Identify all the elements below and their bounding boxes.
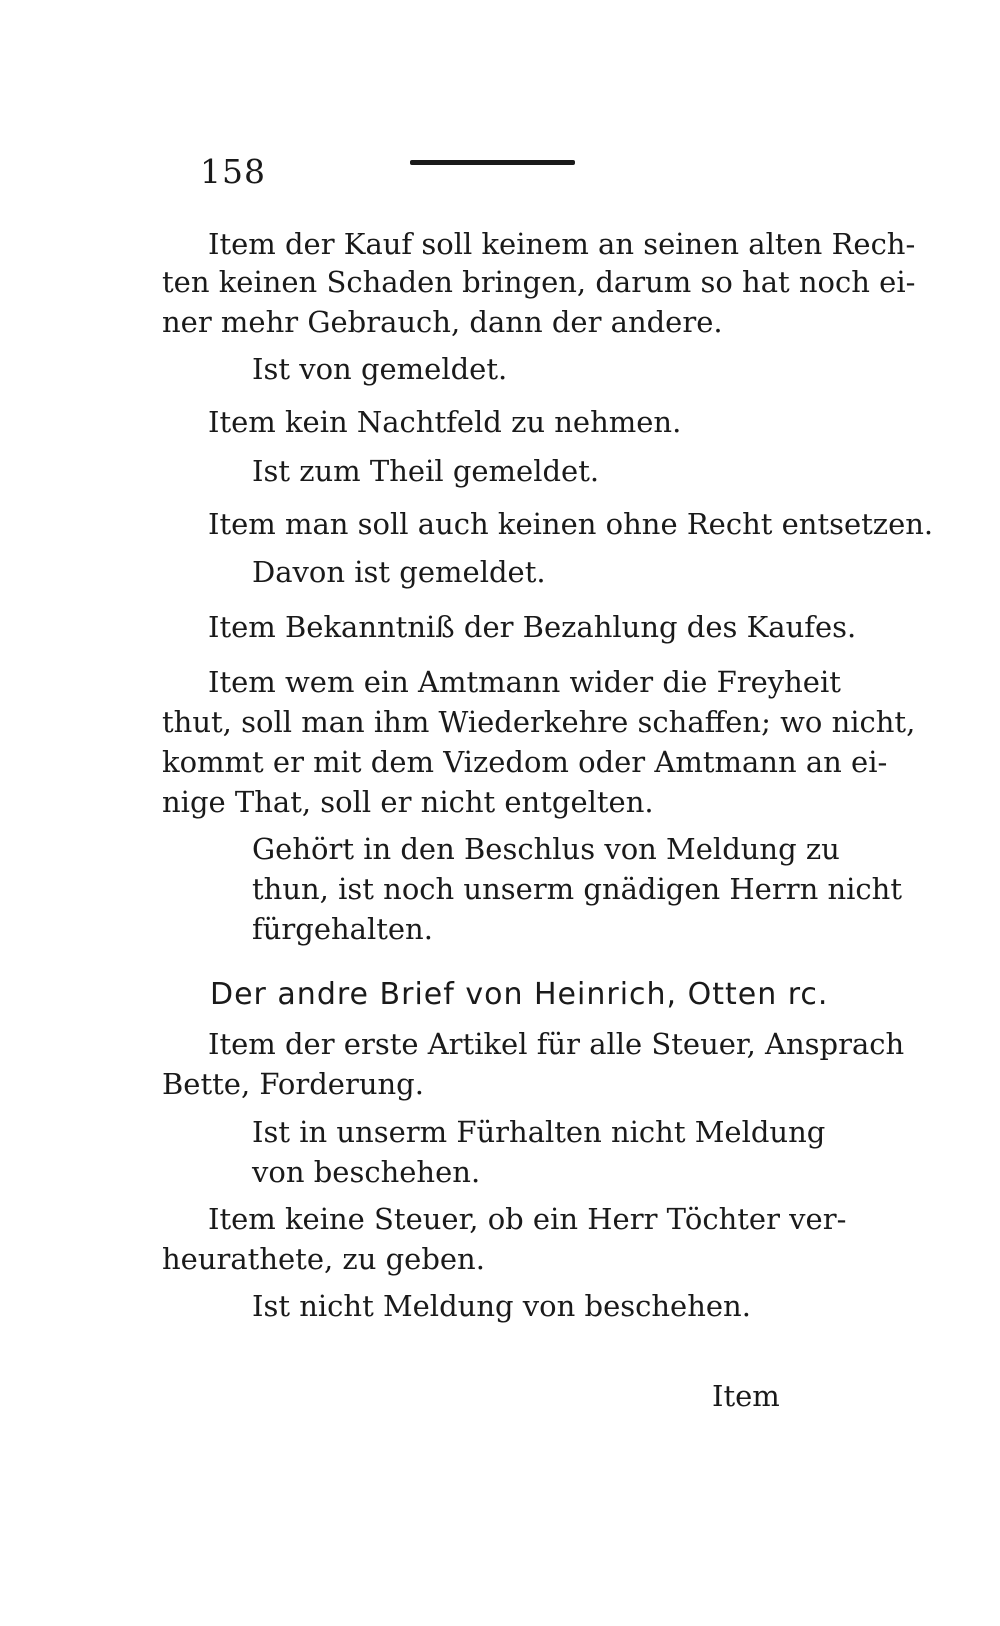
text-line: Item der erste Artikel für alle Steuer, Ansprach — [208, 1027, 905, 1061]
text-line: ten keinen Schaden bringen, darum so hat noch ei- — [162, 265, 916, 299]
text-line: von beschehen. — [252, 1155, 481, 1189]
text-line: thun, ist noch unserm gnädigen Herrn nicht — [252, 872, 902, 906]
text-line: kommt er mit dem Vizedom oder Amtmann an ei- — [162, 745, 888, 779]
text-line: heurathete, zu geben. — [162, 1242, 485, 1276]
text-line: Gehört in den Beschlus von Meldung zu — [252, 832, 840, 866]
section-heading: Der andre Brief von Heinrich, Otten rc. — [210, 977, 829, 1012]
text-line: Item keine Steuer, ob ein Herr Töchter ver- — [208, 1202, 847, 1236]
header-rule — [410, 160, 575, 165]
text-line: fürgehalten. — [252, 912, 433, 946]
text-line: thut, soll man ihm Wiederkehre schaffen; wo nicht, — [162, 705, 916, 739]
page-number: 158 — [200, 152, 266, 191]
text-line: Ist zum Theil gemeldet. — [252, 454, 600, 488]
text-line: Item man soll auch keinen ohne Recht entsetzen. — [208, 507, 934, 541]
text-line: nige That, soll er nicht entgelten. — [162, 785, 654, 819]
text-line: Ist in unserm Fürhalten nicht Meldung — [252, 1115, 826, 1149]
text-line: Bette, Forderung. — [162, 1067, 424, 1101]
text-line: Item der Kauf soll keinem an seinen alten Rech- — [208, 227, 916, 261]
text-line: Item kein Nachtfeld zu nehmen. — [208, 405, 682, 439]
text-line: Davon ist gemeldet. — [252, 555, 546, 589]
catchword: Item — [712, 1379, 780, 1413]
text-line: ner mehr Gebrauch, dann der andere. — [162, 305, 723, 339]
text-line: Ist nicht Meldung von beschehen. — [252, 1289, 751, 1323]
text-line: Item wem ein Amtmann wider die Freyheit — [208, 665, 841, 699]
text-line: Ist von gemeldet. — [252, 352, 508, 386]
text-line: Item Bekanntniß der Bezahlung des Kaufes. — [208, 610, 857, 644]
